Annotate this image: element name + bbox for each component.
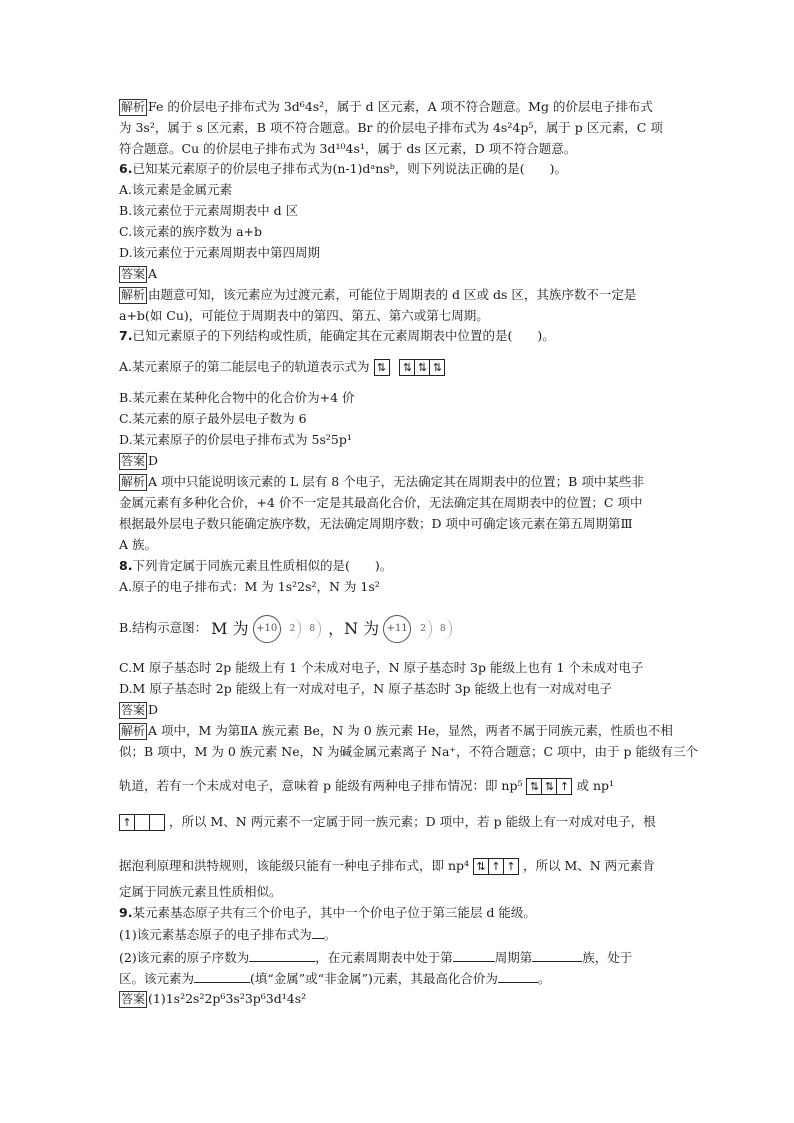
shell: 8 <box>304 618 321 640</box>
question-number: 8. <box>119 558 133 573</box>
text: (填“金属”或“非金属”)元素，其最高化合价为 <box>250 971 498 986</box>
text: 。 <box>537 971 551 986</box>
text: 族，处于 <box>582 950 633 965</box>
question-number: 7. <box>119 328 133 343</box>
orbital-diagram <box>399 359 445 376</box>
question-9 <box>119 904 536 922</box>
explanation-line <box>119 883 282 901</box>
answer-tag: 答案 <box>121 454 146 468</box>
orbital-box: ⇅ <box>473 858 489 875</box>
answer-blank[interactable] <box>532 948 582 962</box>
analysis-tag: 解析 <box>121 100 146 114</box>
explanation-line <box>119 98 653 116</box>
answer-blank[interactable] <box>312 925 324 939</box>
option-a <box>119 578 380 596</box>
answer-line <box>119 701 158 719</box>
orbital-box: ⇅ <box>541 778 557 795</box>
text: (2)该元素的原子序数为 <box>119 950 250 965</box>
text: 符合题意。Cu 的价层电子排布式为 3d¹⁰4s¹，属于 ds 区元素，D 项不符合题意。 <box>119 141 577 156</box>
question-text: 某元素基态原子共有三个价电子，其中一个价电子位于第三能层 d 能级。 <box>132 905 536 920</box>
explanation-line <box>119 536 157 554</box>
explanation-line <box>119 473 644 491</box>
text: ，所以 M、N 两元素肯 <box>523 858 655 873</box>
text: 据泡利原理和洪特规则，该能级只能有一种电子排布式，即 np⁴ <box>119 858 470 873</box>
analysis-tag: 解析 <box>121 475 146 489</box>
sub-question-1 <box>119 925 336 943</box>
orbital-diagram <box>473 858 519 875</box>
question-text: 已知某元素原子的价层电子排布式为(n-1)dᵃnsᵇ，则下列说法正确的是( )。 <box>132 161 567 176</box>
question-8 <box>119 557 392 575</box>
text: A 项中，M 为第ⅡA 族元素 Be，N 为 0 族元素 He，显然，两者不属于同族元素，性质也不相 <box>148 723 673 738</box>
explanation-line <box>119 307 489 325</box>
orbital-box: ↑ <box>556 778 572 795</box>
label: ，N 为 <box>328 618 380 638</box>
option-c <box>119 223 262 241</box>
text: 周期第 <box>494 950 533 965</box>
text: C.该元素的族序数为 a+b <box>119 224 262 239</box>
option-a <box>119 181 232 199</box>
answer-line <box>119 265 157 283</box>
text: B.结构示意图： <box>119 620 208 635</box>
explanation-line <box>119 743 698 761</box>
text: A.原子的电子排布式：M 为 1s²2s²，N 为 1s² <box>119 579 380 594</box>
atom-structure-m <box>211 614 324 644</box>
nucleus: +10 <box>253 615 281 643</box>
shell: 2 <box>415 618 432 640</box>
text: ，所以 M、N 两元素不一定属于同一族元素；D 项中，若 p 能级上有一对成对电子，根 <box>168 814 656 829</box>
sub-question-2 <box>119 948 632 966</box>
text: 金属元素有多种化合价，+4 价不一定是其最高化合价，无法确定其在周期表中的位置；C 项中 <box>119 495 643 510</box>
option-b <box>119 389 355 407</box>
answer-blank[interactable] <box>498 969 538 983</box>
answer-value: (1)1s²2s²2p⁶3s²3p⁶3d¹4s² <box>148 991 307 1006</box>
orbital-box: ↑ <box>503 858 519 875</box>
answer-value: D <box>148 702 159 717</box>
analysis-tag: 解析 <box>121 288 146 302</box>
question-number: 9. <box>119 905 133 920</box>
option-d <box>119 680 612 698</box>
text: 定属于同族元素且性质相似。 <box>119 884 282 899</box>
answer-value: D <box>148 453 159 468</box>
orbital-box: ⇅ <box>429 359 445 376</box>
explanation-line <box>119 286 636 304</box>
text: A.某元素原子的第二能层电子的轨道表示式为 <box>119 359 370 374</box>
shell: 8 <box>435 618 452 640</box>
text: D.该元素位于元素周期表中第四周期 <box>119 245 321 260</box>
answer-blank[interactable] <box>453 948 495 962</box>
text: C.M 原子基态时 2p 能级上有 1 个未成对电子，N 原子基态时 3p 能级上也有 1 个未成对电子 <box>119 660 644 675</box>
answer-tag: 答案 <box>121 267 146 281</box>
option-c <box>119 659 643 677</box>
text: 为 3s²，属于 s 区元素，B 项不符合题意。Br 的价层电子排布式为 4s²4p⁵，属于 p 区元素，C 项 <box>119 120 663 135</box>
option-b <box>119 202 298 220</box>
text: 似；B 项中，M 为 0 族元素 Ne，N 为碱金属元素离子 Na⁺，不符合题意；C 项中，由于 p 能级有三个 <box>119 744 698 759</box>
question-7 <box>119 327 555 345</box>
option-d <box>119 244 320 262</box>
explanation-line <box>119 494 642 512</box>
text: D.M 原子基态时 2p 能级上有一对成对电子，N 原子基态时 3p 能级上也有一对成对电子 <box>119 681 613 696</box>
explanation-line <box>119 722 673 740</box>
orbital-box: ↑ <box>119 814 135 831</box>
answer-line <box>119 452 158 470</box>
text: ，在元素周期表中处于第 <box>315 950 453 965</box>
text: Fe 的价层电子排布式为 3d⁶4s²，属于 d 区元素，A 项不符合题意。Mg 的价层电子排布式 <box>148 99 653 114</box>
answer-tag: 答案 <box>121 992 146 1006</box>
orbital-box: ⇅ <box>526 778 542 795</box>
orbital-box: ⇅ <box>399 359 415 376</box>
text: A.该元素是金属元素 <box>119 182 233 197</box>
question-number: 6. <box>119 161 133 176</box>
explanation-line <box>119 775 614 797</box>
answer-value: A <box>148 266 158 281</box>
option-d <box>119 431 352 449</box>
text: A 项中只能说明该元素的 L 层有 8 个电子，无法确定其在周期表中的位置；B 项中某些非 <box>148 474 644 489</box>
text: 或 np¹ <box>576 778 615 793</box>
explanation-line <box>119 811 656 833</box>
text: 。 <box>323 927 337 942</box>
text: 区。该元素为 <box>119 971 195 986</box>
option-a <box>119 356 445 378</box>
text: B.某元素在某种化合物中的化合价为+4 价 <box>119 390 355 405</box>
orbital-box <box>149 814 165 831</box>
text: 根据最外层电子数只能确定族序数，无法确定周期序数；D 项中可确定该元素在第五周期第Ⅲ <box>119 516 633 531</box>
answer-blank[interactable] <box>194 969 250 983</box>
answer-line <box>119 990 306 1008</box>
text: D.某元素原子的价层电子排布式为 5s²5p¹ <box>119 432 352 447</box>
explanation-line <box>119 119 663 137</box>
orbital-box <box>134 814 150 831</box>
orbital-box: ⇅ <box>374 359 390 376</box>
answer-tag: 答案 <box>121 703 146 717</box>
text: 轨道，若有一个未成对电子，意味着 p 能级有两种电子排布情况：即 np⁵ <box>119 778 523 793</box>
answer-blank[interactable] <box>249 948 315 962</box>
orbital-box: ⇅ <box>414 359 430 376</box>
question-6 <box>119 160 567 178</box>
analysis-tag: 解析 <box>121 724 146 738</box>
nucleus: +11 <box>383 615 411 643</box>
text: C.某元素的原子最外层电子数为 6 <box>119 411 307 426</box>
sub-question-3 <box>119 969 550 987</box>
text: B.该元素位于元素周期表中 d 区 <box>119 203 299 218</box>
question-text: 下列肯定属于同族元素且性质相似的是( )。 <box>132 558 393 573</box>
orbital-box: ↑ <box>488 858 504 875</box>
question-text: 已知元素原子的下列结构或性质，能确定其在元素周期表中位置的是( )。 <box>132 328 555 343</box>
text: A 族。 <box>119 537 158 552</box>
option-c <box>119 410 307 428</box>
label: M 为 <box>211 618 249 638</box>
text: a+b(如 Cu)，可能位于周期表中的第四、第五、第六或第七周期。 <box>119 308 489 323</box>
text: 由题意可知，该元素应为过渡元素，可能位于周期表的 d 区或 ds 区，其族序数不一定是 <box>148 287 637 302</box>
explanation-line <box>119 515 633 533</box>
explanation-line <box>119 140 576 158</box>
orbital-diagram <box>119 814 165 831</box>
option-b <box>119 613 455 643</box>
shell: 2 <box>285 618 302 640</box>
explanation-line <box>119 855 655 877</box>
text: (1)该元素基态原子的电子排布式为 <box>119 927 312 942</box>
orbital-diagram <box>374 359 390 376</box>
orbital-diagram <box>526 778 572 795</box>
atom-structure-n <box>328 614 455 644</box>
